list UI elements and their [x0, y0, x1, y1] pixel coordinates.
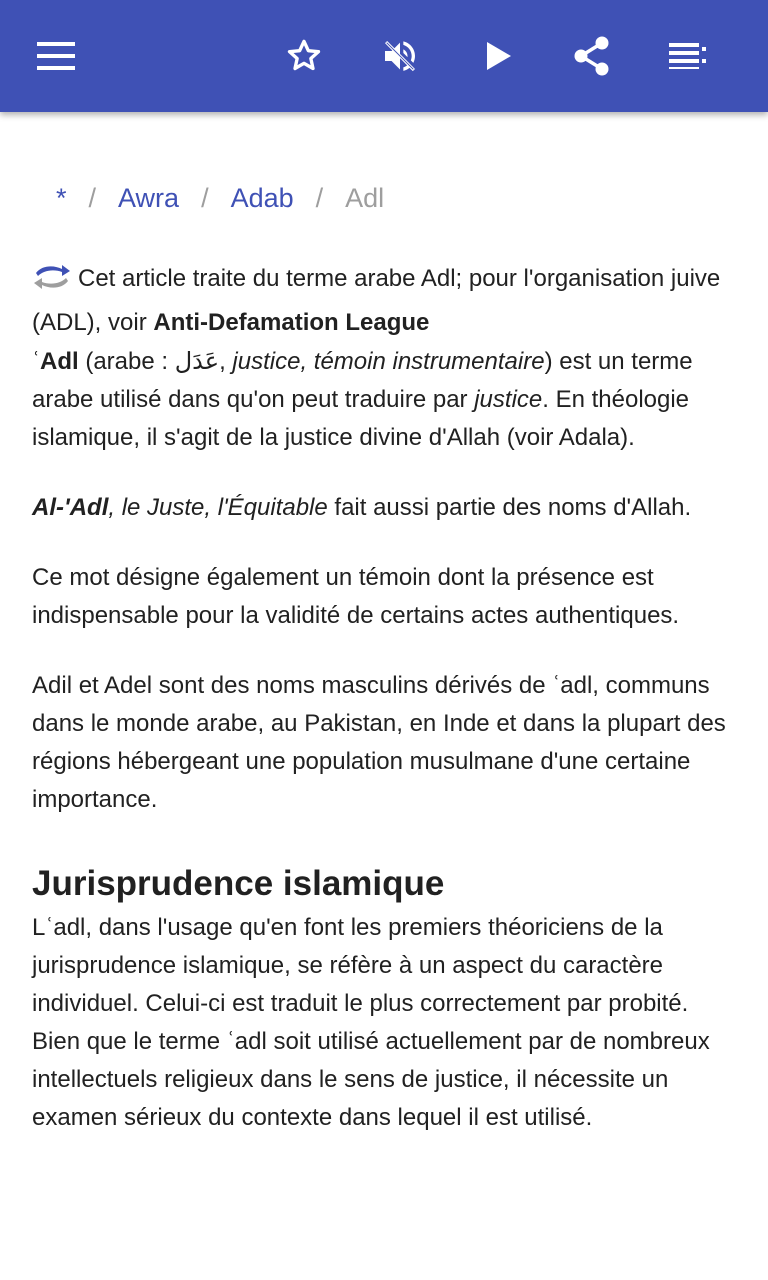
- intro-paren: (arabe :: [78, 348, 175, 375]
- mute-button[interactable]: [372, 28, 428, 84]
- app-toolbar: [0, 0, 768, 112]
- intro-term: Adl: [40, 348, 79, 375]
- intro-rest-2: . En théologie islamique, il s'agit de la justice divine d'Allah (voir Adala).: [32, 386, 690, 451]
- hatnote: [32, 260, 742, 342]
- share-button[interactable]: [564, 28, 620, 84]
- intro-prefix: ʿ: [32, 348, 40, 375]
- given-names-paragraph: Adil et Adel sont des noms masculins dérivés de ʿadl, communs dans le monde arabe, au Pakistan, en Inde et dans la plupart des régions hébergeant une population musulmane d'une certaine importance.: [32, 672, 726, 813]
- intro-justice-word: justice: [474, 386, 543, 413]
- article-body: [32, 260, 742, 1169]
- article-content: [0, 112, 768, 1280]
- breadcrumb-current: Adl: [345, 183, 385, 213]
- intro-rest-1: ) est un terme arabe utilisé dans qu'on peut traduire par: [32, 348, 693, 413]
- names-of-allah-paragraph: [32, 489, 742, 527]
- breadcrumb-separator: /: [201, 183, 209, 213]
- breadcrumb-separator: /: [88, 183, 97, 213]
- breadcrumb-home[interactable]: *: [56, 183, 67, 213]
- intro-comma: ,: [219, 348, 233, 375]
- section-heading: Jurisprudence islamique: [32, 864, 445, 903]
- section-paragraph: Lʿadl, dans l'usage qu'en font les premiers théoriciens de la jurisprudence islamique, se réfère à un aspect du caractère individuel. Celui-ci est traduit le plus correctement par probité. Bien que le terme ʿadl soit utilisé actuellement par de nombreux intellectuels religieux dans le sens de justice, il nécessite un examen sérieux du contexte dans lequel il est utilisé.: [32, 914, 710, 1131]
- play-icon: [483, 40, 513, 72]
- breadcrumb-separator: /: [315, 183, 324, 213]
- favorite-button[interactable]: [276, 28, 332, 84]
- volume-off-icon: [380, 36, 420, 76]
- breadcrumb-adab[interactable]: Adab: [230, 183, 294, 213]
- hatnote-text: Cet article traite du terme arabe Adl; pour l'organisation juive (ADL), voir: [32, 265, 721, 336]
- name-al-adl: Al-'Adl: [32, 494, 109, 521]
- name-gloss: , le Juste, l'Équitable: [108, 494, 328, 521]
- hatnote-link-text: Anti-Defamation League: [153, 309, 430, 336]
- share-icon: [572, 35, 612, 77]
- star-icon: [284, 36, 324, 76]
- breadcrumb: [56, 180, 384, 216]
- contents-button[interactable]: [660, 28, 716, 84]
- intro-paragraph: [32, 342, 742, 457]
- menu-icon: [37, 42, 75, 70]
- play-button[interactable]: [470, 28, 526, 84]
- intro-arabic: عَدَل: [174, 347, 220, 375]
- menu-button[interactable]: [28, 28, 84, 84]
- disambiguation-icon: [32, 262, 72, 304]
- witness-paragraph: Ce mot désigne également un témoin dont la présence est indispensable pour la validité de certains actes authentiques.: [32, 564, 680, 629]
- intro-meaning: justice, témoin instrumentaire: [232, 348, 545, 375]
- name-rest: fait aussi partie des noms d'Allah.: [327, 494, 692, 521]
- playlist-icon: [669, 43, 707, 69]
- anti-defamation-league-link[interactable]: [153, 309, 429, 336]
- breadcrumb-awra[interactable]: Awra: [118, 183, 180, 213]
